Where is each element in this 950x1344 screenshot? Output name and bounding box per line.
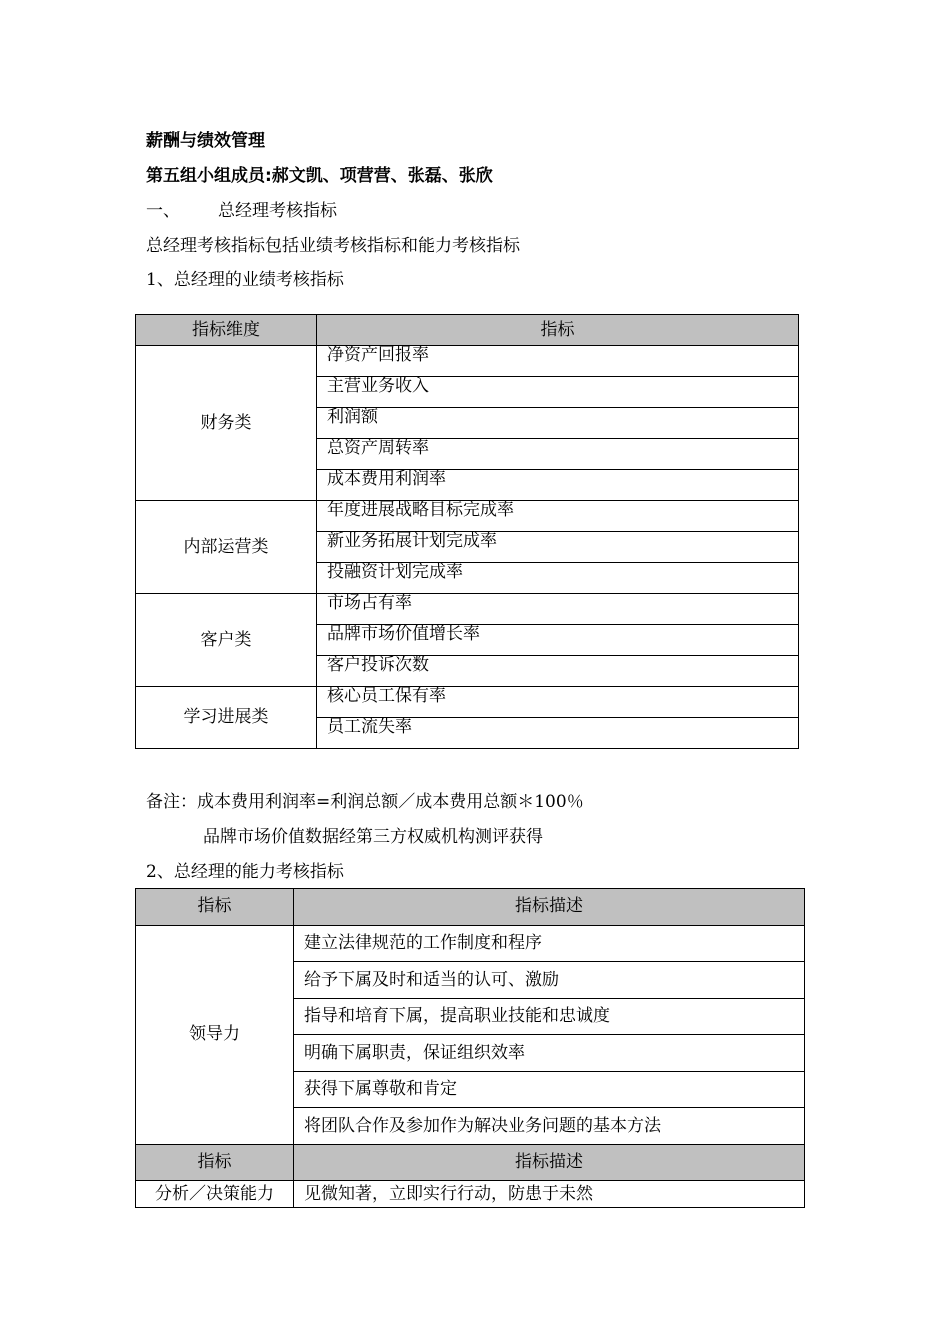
- indicator-cell: 建立法律规范的工作制度和程序: [294, 925, 805, 962]
- subsection-2-heading: 2、总经理的能力考核指标: [146, 862, 344, 882]
- subsection-1-heading: 1、总经理的业绩考核指标: [146, 270, 344, 290]
- indicator-cell: 年度进展战略目标完成率: [317, 501, 799, 532]
- indicator-cell: 明确下属职责，保证组织效率: [294, 1035, 805, 1072]
- indicator-cell: 将团队合作及参加作为解决业务问题的基本方法: [294, 1108, 805, 1145]
- indicator-cell: 净资产回报率: [317, 346, 799, 377]
- category-cell: 学习进展类: [136, 687, 317, 749]
- table-header: 指标: [317, 315, 799, 346]
- category-cell: 领导力: [136, 925, 294, 1144]
- indicator-cell: 给予下属及时和适当的认可、激励: [294, 962, 805, 999]
- section-number: 一、: [146, 201, 180, 221]
- indicator-cell: 利润额: [317, 408, 799, 439]
- indicator-cell: 市场占有率: [317, 594, 799, 625]
- indicator-cell: 客户投诉次数: [317, 656, 799, 687]
- table-header: 指标描述: [294, 1144, 805, 1181]
- indicator-cell: 成本费用利润率: [317, 470, 799, 501]
- table-header: 指标维度: [136, 315, 317, 346]
- performance-indicator-table: [135, 314, 799, 749]
- table-header: 指标: [136, 1144, 294, 1181]
- note-line-2: 品牌市场价值数据经第三方权威机构测评获得: [203, 827, 543, 847]
- indicator-cell: 获得下属尊敬和肯定: [294, 1071, 805, 1108]
- indicator-cell: 核心员工保有率: [317, 687, 799, 718]
- category-cell: 财务类: [136, 346, 317, 501]
- indicator-cell: 主营业务收入: [317, 377, 799, 408]
- table-header: 指标描述: [294, 889, 805, 926]
- section-heading: [146, 196, 337, 221]
- indicator-cell: 见微知著，立即实行行动，防患于未然: [294, 1181, 805, 1208]
- note-line-1: 备注：成本费用利润率=利润总额／成本费用总额＊100％: [146, 792, 584, 812]
- competency-indicator-table: [135, 888, 805, 1208]
- indicator-cell: 品牌市场价值增长率: [317, 625, 799, 656]
- category-cell: 客户类: [136, 594, 317, 687]
- indicator-cell: 投融资计划完成率: [317, 563, 799, 594]
- indicator-cell: 新业务拓展计划完成率: [317, 532, 799, 563]
- intro-text: 总经理考核指标包括业绩考核指标和能力考核指标: [146, 236, 520, 256]
- category-cell: 内部运营类: [136, 501, 317, 594]
- table-header: 指标: [136, 889, 294, 926]
- indicator-cell: 总资产周转率: [317, 439, 799, 470]
- category-cell: 分析／决策能力: [136, 1181, 294, 1208]
- section-title: 总经理考核指标: [218, 201, 337, 221]
- group-members: 第五组小组成员:郝文凯、项营营、张磊、张欣: [146, 166, 493, 186]
- indicator-cell: 员工流失率: [317, 718, 799, 749]
- doc-title: 薪酬与绩效管理: [146, 131, 265, 151]
- indicator-cell: 指导和培育下属，提高职业技能和忠诚度: [294, 998, 805, 1035]
